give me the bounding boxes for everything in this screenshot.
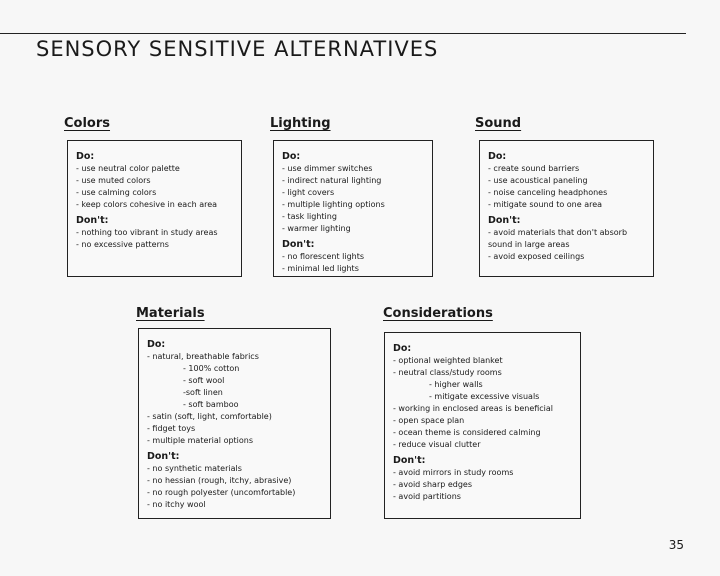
sound-dont-list [488,227,646,263]
lighting-do-label: Do: [282,151,301,162]
materials-box [138,328,331,519]
list-item: - no rough polyester (uncomfortable) [147,488,296,497]
list-item: - avoid exposed ceilings [488,252,585,261]
lighting-heading: Lighting [270,116,331,131]
list-item: - task lighting [282,212,337,221]
list-item: - working in enclosed areas is beneficial [393,404,554,413]
list-item: - multiple lighting options [282,200,385,209]
list-item: - indirect natural lighting [282,176,382,185]
list-item: - noise canceling headphones [488,188,608,197]
list-item: - avoid sharp edges [393,480,473,489]
list-item: - optional weighted blanket [393,356,503,365]
considerations-box [384,332,581,519]
list-item: - mitigate excessive visuals [429,392,540,401]
colors-dont-list [76,227,234,251]
list-item: - soft bamboo [183,400,239,409]
list-item: - satin (soft, light, comfortable) [147,412,272,421]
list-item: - multiple material options [147,436,254,445]
considerations-do-list [393,355,573,451]
colors-do-list [76,163,234,211]
colors-heading: Colors [64,116,111,131]
materials-heading: Materials [136,306,205,321]
sound-box [479,140,654,277]
list-item: - open space plan [393,416,465,425]
page-number: 35 [668,538,684,552]
list-item: - light covers [282,188,335,197]
list-item: - use neutral color palette [76,164,180,173]
list-item: - reduce visual clutter [393,440,481,449]
materials-dont-label: Don't: [147,451,180,462]
sound-do-list [488,163,646,211]
list-item: - keep colors cohesive in each area [76,200,218,209]
list-item: - soft wool [183,376,225,385]
considerations-do-label: Do: [393,343,412,354]
considerations-heading: Considerations [383,306,493,321]
materials-do-label: Do: [147,339,166,350]
list-item: - use dimmer switches [282,164,373,173]
list-item: - neutral class/study rooms [393,368,502,377]
list-item: - 100% cotton [183,364,240,373]
sound-heading: Sound [475,116,522,131]
list-item: - warmer lighting [282,224,351,233]
list-item: - use calming colors [76,188,157,197]
sound-do-label: Do: [488,151,507,162]
list-item: - avoid partitions [393,492,461,501]
colors-box [67,140,242,277]
considerations-dont-label: Don't: [393,455,426,466]
list-item: - no excessive patterns [76,240,169,249]
sound-dont-label: Don't: [488,215,521,226]
list-item: - no hessian (rough, itchy, abrasive) [147,476,292,485]
list-item: -soft linen [183,388,223,397]
list-item: - use acoustical paneling [488,176,588,185]
list-item: - no florescent lights [282,252,365,261]
list-item: - ocean theme is considered calming [393,428,541,437]
page-title: SENSORY SENSITIVE ALTERNATIVES [36,37,439,61]
materials-dont-list [147,463,323,511]
colors-dont-label: Don't: [76,215,109,226]
lighting-dont-list [282,251,425,275]
list-item: - mitigate sound to one area [488,200,603,209]
list-item: sound in large areas [488,240,570,249]
list-item: - avoid mirrors in study rooms [393,468,514,477]
colors-do-label: Do: [76,151,95,162]
list-item: - use muted colors [76,176,151,185]
top-rule [0,33,686,34]
lighting-dont-label: Don't: [282,239,315,250]
list-item: - higher walls [429,380,483,389]
considerations-dont-list [393,467,573,503]
materials-do-list [147,351,323,447]
list-item: - fidget toys [147,424,196,433]
lighting-do-list [282,163,425,235]
lighting-box [273,140,433,277]
list-item: - nothing too vibrant in study areas [76,228,218,237]
list-item: - natural, breathable fabrics [147,352,259,361]
list-item: - avoid materials that don't absorb [488,228,628,237]
list-item: - create sound barriers [488,164,580,173]
list-item: - no synthetic materials [147,464,242,473]
list-item: - minimal led lights [282,264,359,273]
list-item: - no itchy wool [147,500,206,509]
